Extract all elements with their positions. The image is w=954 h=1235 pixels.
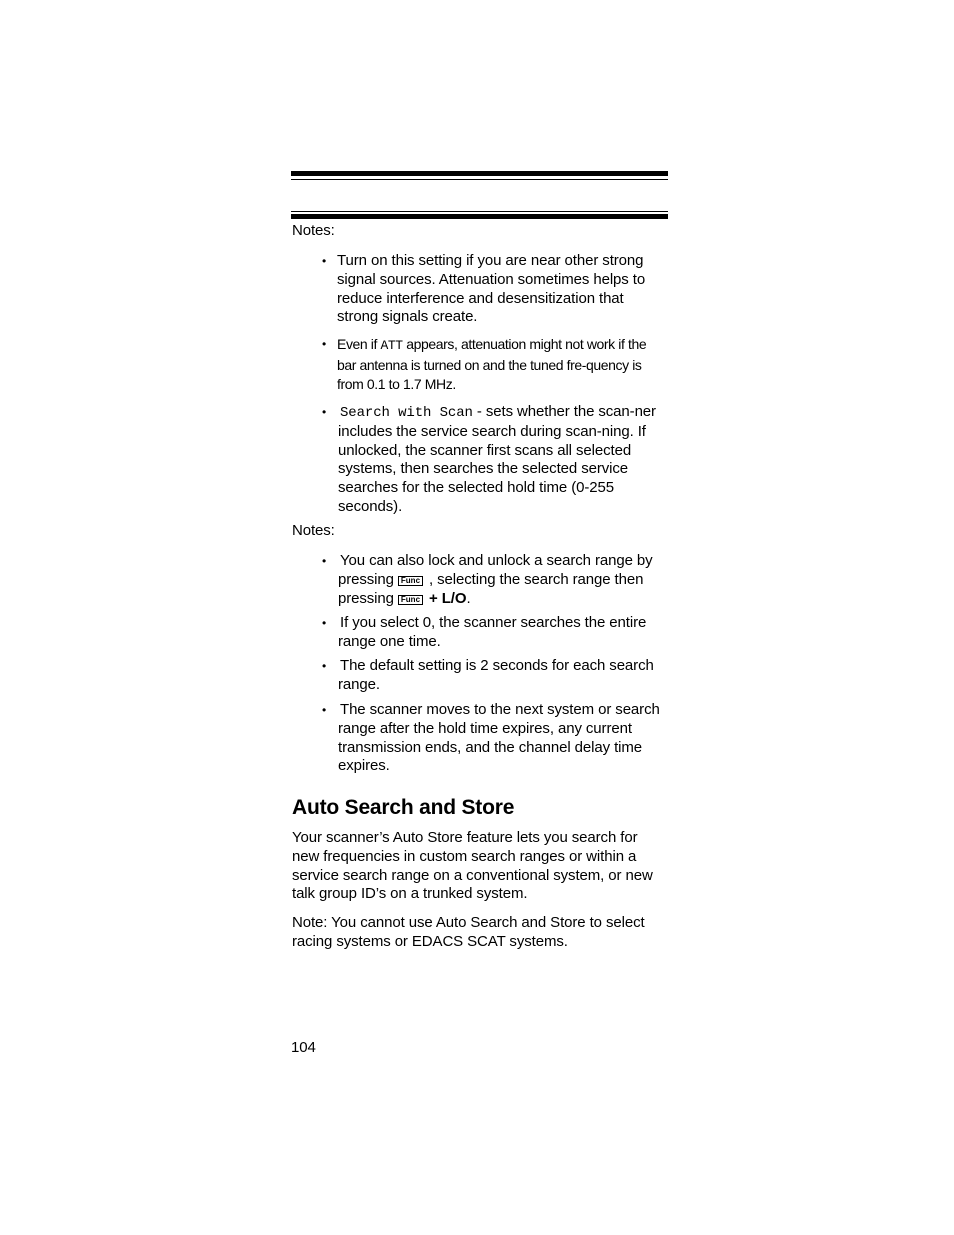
note-item: [337, 335, 667, 393]
section-note: Note: You cannot use Auto Search and Store to select racing systems or EDACS SCAT systems.: [292, 914, 645, 950]
display-code-search-with-scan: Search with Scan: [340, 405, 473, 421]
lo-key-label: + L/O: [429, 589, 467, 607]
bullet-marker: •: [322, 659, 327, 673]
section-title: Auto Search and Store: [292, 796, 515, 819]
note-text: Even if: [337, 336, 381, 352]
setting-text: - sets whether the scan-ner includes the service search during scan-ning. If unlocked, the scanner first scans all selected systems, then searches the selected service searches for the selected hold time (0-255 seconds).: [338, 403, 656, 515]
func-key-icon: Func: [398, 595, 423, 605]
note-text: , selecting the search range then pressing: [338, 570, 644, 607]
note-text: You can also lock and unlock a search range by pressing: [338, 552, 653, 588]
note-item: If you select 0, the scanner searches the entire range one time.: [338, 614, 647, 650]
bullet-marker: •: [322, 254, 327, 268]
page-number: 104: [291, 1039, 316, 1056]
note-item: The default setting is 2 seconds for each search range.: [338, 657, 654, 693]
bullet-marker: •: [322, 616, 327, 630]
func-key-icon: Func: [398, 576, 423, 586]
note-item: Turn on this setting if you are near other strong signal sources. Attenuation sometimes helps to reduce interference and desensitization that strong signals create.: [337, 252, 646, 326]
note-item: The scanner moves to the next system or search range after the hold time expires, any current transmission ends, and the channel delay time expires.: [338, 701, 660, 775]
display-code-att: ATT: [380, 338, 403, 353]
setting-description: [338, 403, 668, 517]
note-text: .: [466, 589, 471, 607]
header-rule-thick: [291, 171, 668, 176]
section-rule-thick: [291, 214, 668, 219]
section-rule-thin: [291, 211, 668, 212]
notes-label: Notes:: [292, 522, 335, 539]
section-intro: Your scanner’s Auto Store feature lets you search for new frequencies in custom search ranges or within a service search range on a conventional system, or new talk group ID’s on a trunked system.: [292, 829, 653, 903]
note-item: [338, 552, 668, 608]
notes-label: Notes:: [292, 222, 335, 239]
header-rule-thin: [291, 179, 668, 180]
bullet-marker: •: [322, 554, 327, 568]
note-text: appears, attenuation might not work if the bar antenna is turned on and the tuned fre-quency is from 0.1 to 1.7 MHz.: [337, 336, 647, 392]
bullet-marker: •: [322, 337, 327, 351]
bullet-marker: •: [322, 703, 327, 717]
bullet-marker: •: [322, 405, 327, 419]
